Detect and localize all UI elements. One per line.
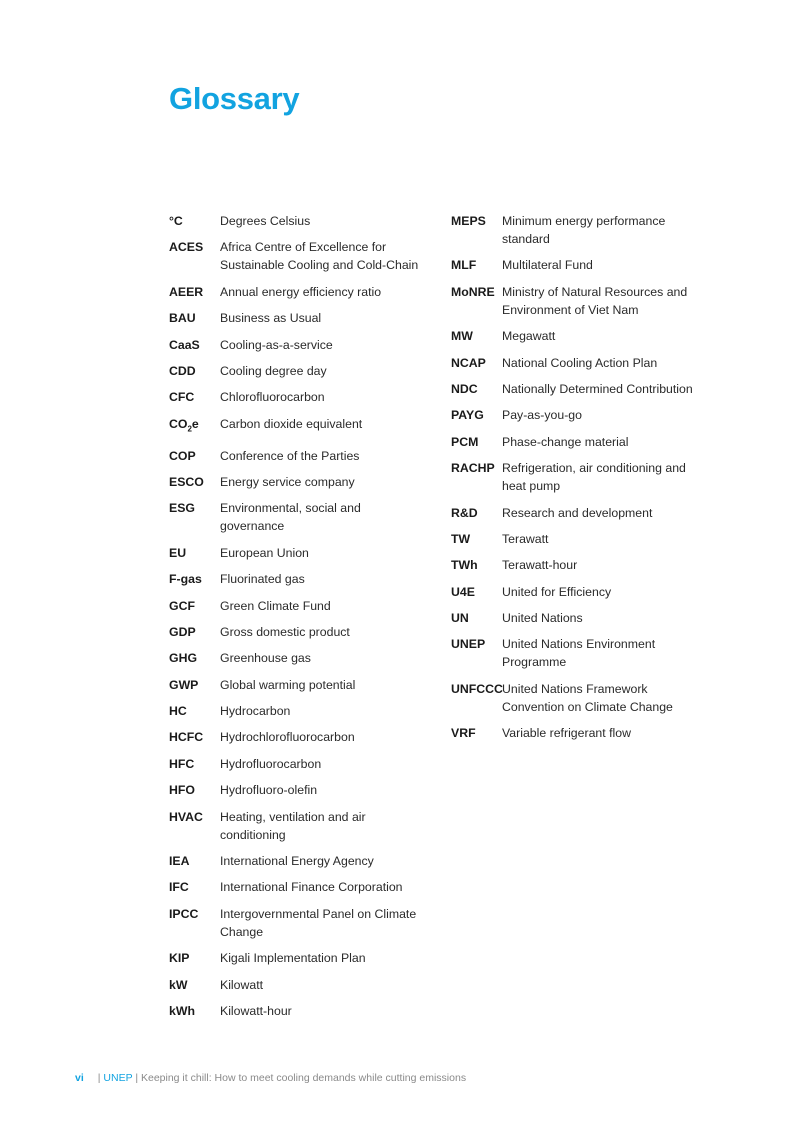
- glossary-definition: Multilateral Fund: [502, 258, 593, 273]
- glossary-abbreviation: PAYG: [451, 408, 484, 423]
- glossary-definition: Fluorinated gas: [220, 572, 305, 587]
- glossary-entry: [451, 504, 701, 522]
- glossary-abbreviation: UN: [451, 611, 469, 626]
- glossary-abbreviation: HCFC: [169, 730, 204, 745]
- page-number: vi: [75, 1072, 84, 1084]
- glossary-abbreviation: HFC: [169, 756, 195, 771]
- glossary-definition: European Union: [220, 545, 309, 560]
- glossary-entry: [451, 433, 701, 451]
- glossary-entry: [169, 649, 419, 667]
- glossary-entry: [169, 388, 419, 406]
- glossary-entry: [169, 1002, 419, 1020]
- glossary-entry: [169, 499, 419, 535]
- glossary-definition: International Energy Agency: [220, 854, 374, 869]
- glossary-definition: United Nations: [502, 611, 583, 626]
- glossary-entry: [451, 556, 701, 574]
- glossary-definition: Kigali Implementation Plan: [220, 951, 366, 966]
- glossary-definition: Kilowatt-hour: [220, 1004, 292, 1018]
- glossary-entry: [169, 755, 419, 773]
- glossary-abbreviation: CaaS: [169, 337, 200, 352]
- glossary-abbreviation: VRF: [451, 726, 476, 741]
- glossary-abbreviation: KIP: [169, 951, 190, 966]
- glossary-entry: [451, 256, 701, 274]
- glossary-abbreviation: MW: [451, 329, 473, 344]
- glossary-entry: [169, 808, 419, 844]
- glossary-entry: [451, 354, 701, 372]
- glossary-definition: Cooling degree day: [220, 363, 327, 378]
- glossary-abbreviation: RACHP: [451, 461, 495, 476]
- glossary-definition: National Cooling Action Plan: [502, 355, 658, 370]
- glossary-abbreviation: kW: [169, 977, 188, 992]
- glossary-definition: United Nations Environment Programme: [502, 637, 656, 670]
- glossary-definition: Pay-as-you-go: [502, 408, 582, 423]
- glossary-definition: Refrigeration, air conditioning and heat pump: [502, 461, 686, 494]
- glossary-abbreviation: TWh: [451, 558, 478, 573]
- glossary-definition: Business as Usual: [220, 311, 322, 326]
- glossary-definition: Annual energy efficiency ratio: [220, 284, 382, 299]
- glossary-entry: [169, 623, 419, 641]
- glossary-entry: [169, 728, 419, 746]
- glossary-definition: Kilowatt: [220, 977, 264, 992]
- glossary-entry: [451, 212, 701, 248]
- glossary-definition: Variable refrigerant flow: [502, 726, 631, 741]
- glossary-abbreviation: TW: [451, 531, 471, 546]
- glossary-definition: Hydrochlorofluorocarbon: [220, 730, 355, 745]
- glossary-abbreviation: ESCO: [169, 474, 204, 489]
- glossary-entry: [169, 781, 419, 799]
- glossary-definition: Intergovernmental Panel on Climate Change: [220, 906, 417, 939]
- glossary-abbreviation: GWP: [169, 677, 199, 692]
- glossary-abbreviation: UNFCCC: [451, 681, 503, 696]
- glossary-abbreviation: UNEP: [451, 637, 486, 652]
- glossary-abbreviation: HFO: [169, 783, 195, 798]
- glossary-abbreviation: ACES: [169, 240, 204, 255]
- glossary-abbreviation: COP: [169, 448, 196, 463]
- glossary-abbreviation: $CO_2e$: [169, 416, 199, 434]
- glossary-abbreviation: kWh: [169, 1004, 195, 1018]
- glossary-abbreviation: MLF: [451, 258, 477, 273]
- glossary-definition: Megawatt: [502, 329, 556, 344]
- footer-separator: |: [97, 1072, 101, 1084]
- glossary-definition: Greenhouse gas: [220, 651, 311, 666]
- glossary-definition: Cooling-as-a-service: [220, 337, 333, 352]
- glossary-definition: Research and development: [502, 505, 653, 520]
- glossary-definition: Chlorofluorocarbon: [220, 390, 325, 405]
- glossary-entry: [451, 530, 701, 548]
- glossary-column-left: [169, 212, 419, 1028]
- glossary-entry: [451, 635, 701, 671]
- glossary-entry: [169, 878, 419, 896]
- glossary-abbreviation: BAU: [169, 311, 196, 326]
- glossary-entry: [169, 852, 419, 870]
- glossary-entry: [169, 976, 419, 994]
- glossary-entry: [169, 544, 419, 562]
- glossary-column-right: [451, 212, 701, 751]
- glossary-entry: [169, 238, 419, 274]
- glossary-definition: Phase-change material: [502, 434, 629, 449]
- glossary-abbreviation: °C: [169, 214, 183, 228]
- glossary-abbreviation: NDC: [451, 381, 478, 396]
- glossary-entry: [169, 336, 419, 354]
- glossary-entry: [169, 309, 419, 327]
- glossary-entry: [451, 327, 701, 345]
- glossary-entry: [169, 362, 419, 380]
- glossary-definition: Conference of the Parties: [220, 448, 360, 463]
- glossary-entry: [451, 283, 701, 319]
- glossary-abbreviation: CFC: [169, 390, 195, 405]
- glossary-entry: [451, 380, 701, 398]
- page-footer: [75, 1071, 466, 1085]
- glossary-entry: [451, 609, 701, 627]
- glossary-abbreviation: HC: [169, 704, 187, 719]
- glossary-entry: [169, 473, 419, 491]
- glossary-abbreviation: U4E: [451, 584, 475, 599]
- glossary-entry: [169, 570, 419, 588]
- glossary-abbreviation: F-gas: [169, 572, 202, 587]
- glossary-definition: Hydrofluorocarbon: [220, 756, 322, 771]
- glossary-abbreviation: GCF: [169, 598, 195, 613]
- glossary-definition: Heating, ventilation and air conditioning: [220, 809, 366, 842]
- glossary-abbreviation: MoNRE: [451, 284, 495, 299]
- glossary-abbreviation: IPCC: [169, 906, 199, 921]
- glossary-definition: Energy service company: [220, 474, 355, 489]
- glossary-entry: [169, 949, 419, 967]
- page-title: Glossary: [169, 81, 300, 116]
- glossary-entry: [169, 447, 419, 465]
- footer-organization: UNEP: [103, 1072, 133, 1084]
- glossary-abbreviation: HVAC: [169, 809, 203, 824]
- glossary-entry: [169, 597, 419, 615]
- glossary-abbreviation: PCM: [451, 434, 479, 449]
- glossary-entry: [451, 680, 701, 716]
- glossary-entry: [169, 212, 419, 230]
- glossary-definition: Ministry of Natural Resources and Environment of Viet Nam: [502, 284, 688, 317]
- glossary-entry: [451, 459, 701, 495]
- glossary-entry: [169, 702, 419, 720]
- glossary-definition: Environmental, social and governance: [220, 501, 361, 534]
- glossary-definition: Carbon dioxide equivalent: [220, 416, 363, 431]
- footer-report-title: Keeping it chill: How to meet cooling demands while cutting emissions: [140, 1072, 467, 1084]
- glossary-entry: [169, 283, 419, 301]
- glossary-definition: International Finance Corporation: [220, 880, 403, 895]
- glossary-entry: [451, 406, 701, 424]
- glossary-abbreviation: IEA: [169, 854, 190, 869]
- glossary-abbreviation: AEER: [169, 284, 204, 299]
- glossary-entry: [451, 724, 701, 742]
- glossary-definition: United Nations Framework Convention on Climate Change: [502, 681, 673, 714]
- glossary-definition: Green Climate Fund: [220, 598, 331, 613]
- glossary-entry: [451, 583, 701, 601]
- glossary-abbreviation: EU: [169, 545, 187, 560]
- glossary-abbreviation: NCAP: [451, 355, 486, 370]
- glossary-abbreviation: R&D: [451, 505, 478, 520]
- glossary-definition: Terawatt: [502, 531, 549, 546]
- glossary-abbreviation: CDD: [169, 363, 196, 378]
- footer-separator: |: [135, 1072, 139, 1084]
- glossary-abbreviation: IFC: [169, 880, 189, 895]
- glossary-entry: [169, 415, 419, 438]
- glossary-definition: Gross domestic product: [220, 624, 350, 639]
- glossary-definition: Nationally Determined Contribution: [502, 381, 693, 396]
- glossary-definition: United for Efficiency: [502, 584, 612, 599]
- glossary-definition: Hydrocarbon: [220, 704, 291, 719]
- glossary-entry: [169, 905, 419, 941]
- glossary-definition: Terawatt-hour: [502, 558, 578, 573]
- glossary-abbreviation: MEPS: [451, 214, 486, 228]
- glossary-abbreviation: GDP: [169, 624, 196, 639]
- glossary-definition: Hydrofluoro-olefin: [220, 783, 318, 798]
- glossary-abbreviation: ESG: [169, 501, 195, 516]
- glossary-abbreviation: GHG: [169, 651, 198, 666]
- glossary-definition: Minimum energy performance standard: [502, 214, 666, 246]
- glossary-definition: Degrees Celsius: [220, 214, 311, 228]
- glossary-entry: [169, 676, 419, 694]
- glossary-definition: Global warming potential: [220, 677, 356, 692]
- glossary-definition: Africa Centre of Excellence for Sustainable Cooling and Cold-Chain: [220, 240, 419, 273]
